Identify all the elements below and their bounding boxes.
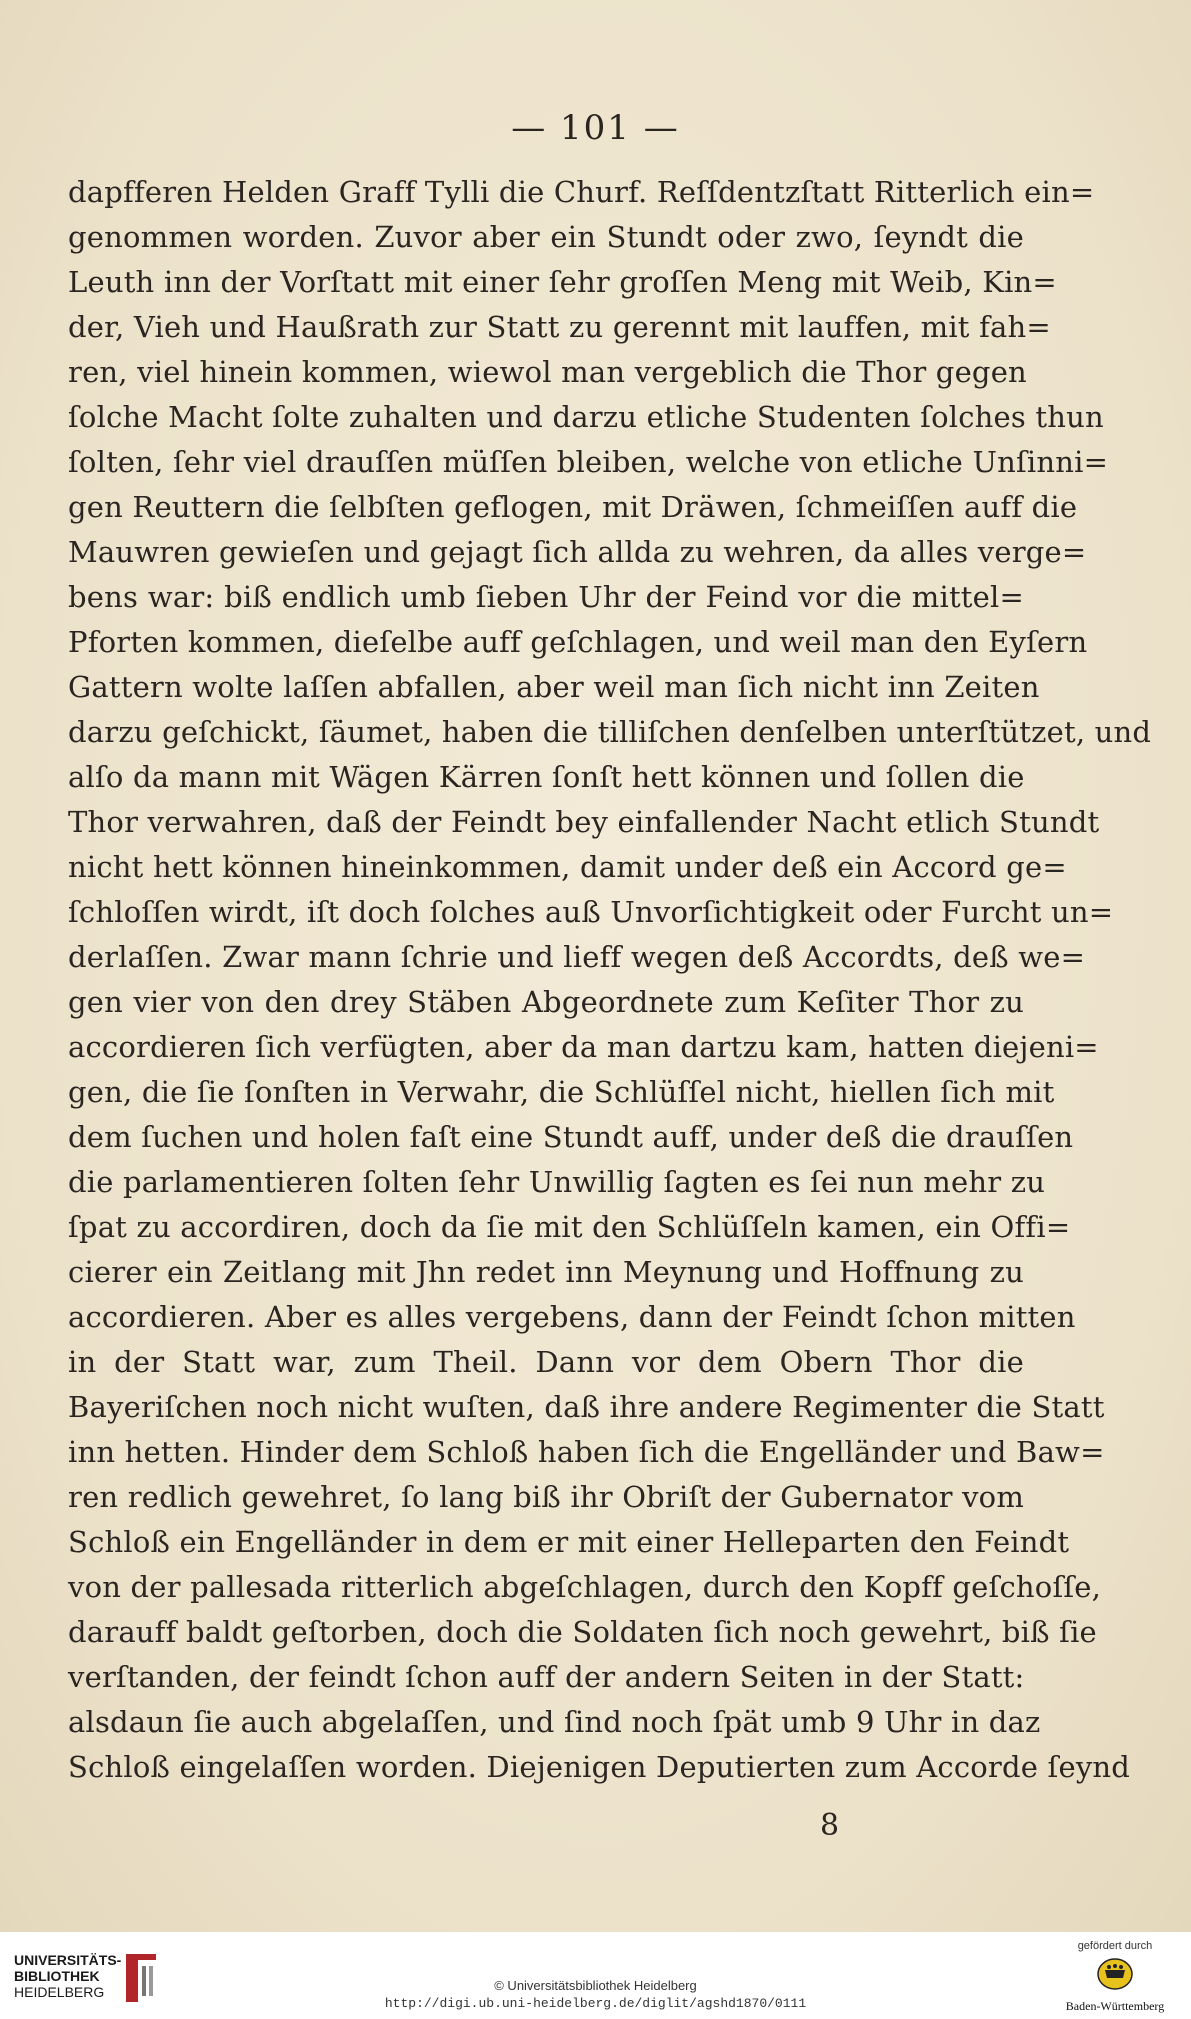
text-line: bens war: biß endlich umb ſieben Uhr der Feind vor die mittel=	[68, 580, 1024, 614]
sponsor-name: Baden-Württemberg	[1065, 1999, 1165, 2013]
text-line: ſolten, ſehr viel drauſſen müſſen bleiben, welche von etliche Unſinni=	[68, 445, 1109, 479]
text-line: von der pallesada ritterlich abgeſchlagen, durch den Kopff geſchoſſe,	[68, 1570, 1102, 1604]
library-name-line2: BIBLIOTHEK	[14, 1968, 100, 1984]
text-line: derlaſſen. Zwar mann ſchrie und lieff wegen deß Accordts, deß we=	[68, 940, 1086, 974]
text-line: ſchloſſen wirdt, iſt doch ſolches auß Unvorſichtigkeit oder Furcht un=	[68, 895, 1114, 929]
text-line: darauff baldt geſtorben, doch die Soldaten ſich noch gewehrt, biß ſie	[68, 1615, 1097, 1649]
text-line: gen Reuttern die ſelbſten geflogen, mit Dräwen, ſchmeiſſen auff die	[68, 490, 1078, 524]
state-crest-icon	[1097, 1958, 1133, 1990]
text-line: die parlamentieren ſolten ſehr Unwillig ſagten es ſei nun mehr zu	[68, 1165, 1046, 1199]
text-line: der, Vieh und Haußrath zur Statt zu gerennt mit lauffen, mit fah=	[68, 310, 1051, 344]
text-line: darzu geſchickt, ſäumet, haben die tilliſchen denſelben unterſtützet, und	[68, 715, 1152, 749]
text-line: genommen worden. Zuvor aber ein Stundt oder zwo, ſeyndt die	[68, 220, 1024, 254]
text-line: verſtanden, der feindt ſchon auff der andern Seiten in der Statt:	[68, 1660, 1025, 1694]
page-body-text	[68, 170, 1152, 1790]
text-line: alsdaun ſie auch abgelaſſen, und ſind noch ſpät umb 9 Uhr in daz	[68, 1705, 1041, 1739]
text-line: inn hetten. Hinder dem Schloß haben ſich die Engelländer und Baw=	[68, 1435, 1105, 1469]
text-line: dapfferen Helden Graff Tylli die Churf. Reſſdentzſtatt Ritterlich ein=	[68, 175, 1095, 209]
text-line: Gattern wolte laſſen abfallen, aber weil man ſich nicht inn Zeiten	[68, 670, 1040, 704]
text-line: ren redlich gewehret, ſo lang biß ihr Obriſt der Gubernator vom	[68, 1480, 1025, 1514]
text-line: gen, die ſie ſonſten in Verwahr, die Schlüſſel nicht, hiellen ſich mit	[68, 1075, 1055, 1109]
permalink-url[interactable]: http://digi.ub.uni-heidelberg.de/diglit/agshd1870/0111	[384, 1996, 807, 2011]
text-line: accordieren. Aber es alles vergebens, dann der Feindt ſchon mitten	[68, 1300, 1076, 1334]
text-line: nicht hett können hineinkommen, damit under deß ein Accord ge=	[68, 850, 1067, 884]
text-line: in der Statt war, zum Theil. Dann vor dem Obern Thor die	[68, 1345, 1024, 1379]
text-line: Leuth inn der Vorſtatt mit einer ſehr groſſen Meng mit Weib, Kin=	[68, 265, 1057, 299]
text-line: alſo da mann mit Wägen Kärren ſonſt hett können und ſollen die	[68, 760, 1025, 794]
text-line: dem ſuchen und holen faſt eine Stundt auff, under deß die drauſſen	[68, 1120, 1074, 1154]
text-line: cierer ein Zeitlang mit Jhn redet inn Meynung und Hoffnung zu	[68, 1255, 1024, 1289]
text-line: ſolche Macht ſolte zuhalten und darzu etliche Studenten ſolches thun	[68, 400, 1104, 434]
signature-mark: 8	[820, 1808, 840, 1843]
text-line: Schloß ein Engelländer in dem er mit einer Helleparten den Feindt	[68, 1525, 1070, 1559]
text-line: gen vier von den drey Stäben Abgeordnete zum Keſiter Thor zu	[68, 985, 1024, 1019]
library-name-line1: UNIVERSITÄTS-	[14, 1952, 122, 1968]
text-line: ſpat zu accordiren, doch da ſie mit den Schlüſſeln kamen, ein Offi=	[68, 1210, 1071, 1244]
sponsor-block	[1055, 1940, 1175, 2014]
text-line: Pforten kommen, dieſelbe auff geſchlagen, und weil man den Eyſern	[68, 625, 1088, 659]
text-line: Bayeriſchen noch nicht wuſten, daß ihre andere Regimenter die Statt	[68, 1390, 1105, 1424]
text-line: Thor verwahren, daß der Feindt bey einfallender Nacht etlich Stundt	[68, 805, 1100, 839]
text-line: ren, viel hinein kommen, wiewol man vergeblich die Thor gegen	[68, 355, 1027, 389]
text-line: Mauwren gewieſen und gejagt ſich allda zu wehren, da alles verge=	[68, 535, 1087, 569]
copyright-text: © Universitätsbibliothek Heidelberg	[494, 1978, 697, 1993]
footer-bar	[0, 1932, 1191, 2019]
text-line: Schloß eingelaſſen worden. Diejenigen Deputierten zum Accorde ſeynd	[68, 1750, 1131, 1784]
sponsor-label: gefördert durch	[1077, 1940, 1153, 1952]
page-number-header: — 101 —	[511, 108, 680, 148]
text-line: accordieren ſich verfügten, aber da man dartzu kam, hatten diejeni=	[68, 1030, 1099, 1064]
library-name-line3: HEIDELBERG	[14, 1984, 105, 2000]
